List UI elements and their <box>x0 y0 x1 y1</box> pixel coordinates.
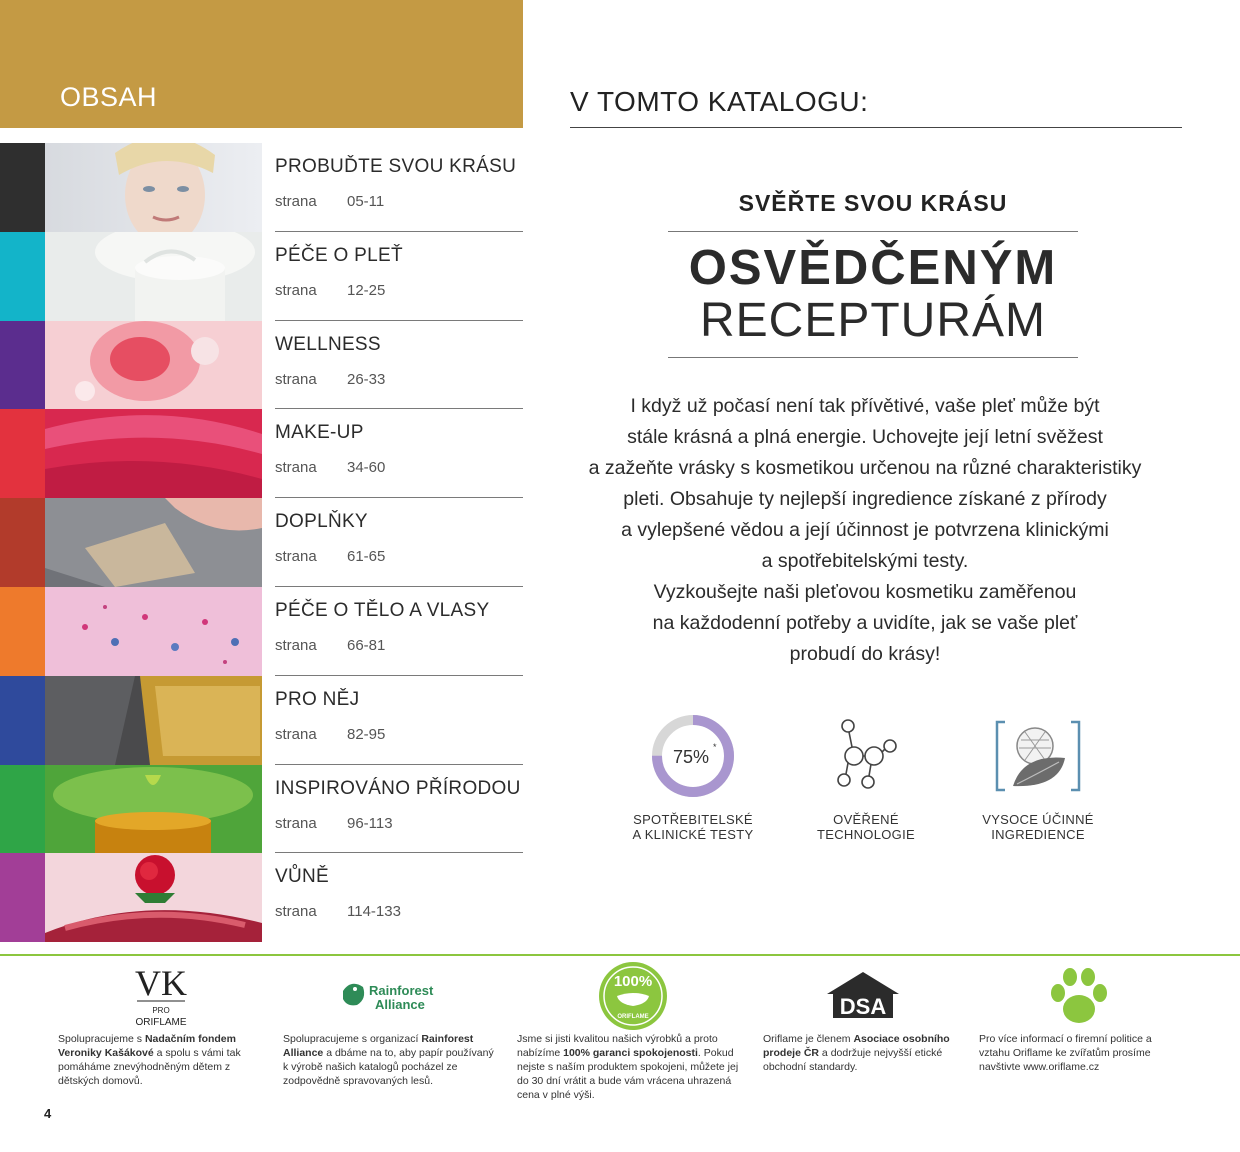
feature-label-line: SPOTŘEBITELSKÉ <box>633 812 753 827</box>
toc-page-range: 96-113 <box>347 814 393 832</box>
toc-item-make-up[interactable] <box>0 409 523 498</box>
toc-strana-label: strana <box>275 636 317 654</box>
toc-strana-label: strana <box>275 814 317 832</box>
badge-percent: 100% <box>613 973 653 990</box>
text-part: Pro více informací o firemní politice a vztahu Oriflame ke zvířatům prosíme navštivte www.oriflame.cz <box>979 1033 1152 1073</box>
footer-divider <box>0 954 1240 956</box>
toc-item-title: PÉČE O PLEŤ <box>275 244 403 266</box>
partner-description <box>58 1032 263 1088</box>
obsah-header-banner <box>0 0 523 128</box>
text-part-bold: Rainforest Alliance <box>283 1033 474 1059</box>
section-thumbnail-accessories <box>45 498 262 587</box>
section-thumbnail-wellness <box>45 321 262 410</box>
headline-divider-top <box>668 231 1078 232</box>
section-color-stripe <box>0 676 45 765</box>
badge-brand: ORIFLAME <box>617 1014 649 1020</box>
partner-satisfaction-guarantee <box>517 960 749 1102</box>
toc-item-probudte[interactable] <box>0 143 523 232</box>
toc-strana-label: strana <box>275 193 317 210</box>
toc-strana-label: strana <box>275 459 317 477</box>
text-part: a dbáme na to, aby papír používaný k výrobě našich katalogů pocházel ze zodpovědně spravovaných lesů. <box>283 1047 494 1087</box>
toc-page-range: 82-95 <box>347 725 386 743</box>
feature-ingredients <box>963 712 1113 842</box>
toc-item-wellness[interactable] <box>0 321 523 410</box>
feature-label-line: A KLINICKÉ TESTY <box>632 827 754 842</box>
text-part: Jsme si jisti kvalitou našich výrobků a proto nabízíme <box>517 1033 718 1059</box>
donut-percent-label: 75% <box>672 747 710 767</box>
toc-page-range: 66-81 <box>347 636 386 654</box>
guarantee-badge-icon <box>517 960 749 1032</box>
toc-item-vune[interactable] <box>0 853 523 942</box>
section-color-stripe <box>0 321 45 410</box>
feature-label-line: TECHNOLOGIE <box>817 827 915 842</box>
feature-label-line: INGREDIENCE <box>991 827 1085 842</box>
paragraph-line: stále krásná a plná energie. Uchovejte její letní svěžest <box>627 426 1103 448</box>
paragraph-line: I když už počasí není tak přívětivé, vaše pleť může být <box>630 395 1100 417</box>
partner-rainforest-alliance <box>283 960 501 1088</box>
toc-page-range: 34-60 <box>347 459 386 477</box>
page-number: 4 <box>44 1106 52 1121</box>
toc-item-title: DOPLŇKY <box>275 511 368 533</box>
toc-strana-label: strana <box>275 725 317 743</box>
partner-animal-policy <box>979 960 1179 1074</box>
partner-vk-foundation <box>58 960 263 1088</box>
section-thumbnail-body <box>45 587 262 676</box>
toc-strana-label: strana <box>275 281 317 299</box>
section-thumbnail-nature <box>45 765 262 854</box>
text-part-bold: Nadačním fondem Veroniky Kašákové <box>58 1033 236 1059</box>
toc-strana-label: strana <box>275 370 317 388</box>
paragraph-line: a zažeňte vrásky s kosmetikou určenou na různé charakteristiky <box>588 457 1142 479</box>
intro-paragraph <box>548 391 1182 670</box>
toc-item-title: PRO NĚJ <box>275 688 360 710</box>
feature-label <box>963 812 1113 842</box>
partner-dsa <box>763 960 963 1074</box>
toc-item-title: PROBUĎTE SVOU KRÁSU <box>275 156 517 177</box>
section-color-stripe <box>0 587 45 676</box>
feature-consumer-tests <box>618 712 768 842</box>
donut-footnote-mark: * <box>713 742 717 752</box>
toc-item-doplnky[interactable] <box>0 498 523 587</box>
vk-oriflame-logo <box>58 960 263 1032</box>
dsa-logo <box>763 960 963 1032</box>
toc-item-title: PÉČE O TĚLO A VLASY <box>275 599 490 621</box>
partner-description <box>979 1032 1179 1074</box>
headline-divider-bottom <box>668 357 1078 358</box>
vk-logo-pro: PRO <box>151 1006 170 1015</box>
feature-technologies <box>791 712 941 842</box>
paragraph-line: na každodenní potřeby a uvidíte, jak se vaše pleť <box>652 612 1078 634</box>
section-thumbnail-fragrance <box>45 853 262 942</box>
text-part-bold: 100% garanci spokojenosti <box>563 1047 698 1059</box>
rainforest-alliance-logo <box>283 960 501 1032</box>
paragraph-line: a spotřebitelskými testy. <box>761 550 969 572</box>
section-thumbnail-makeup <box>45 409 262 498</box>
donut-chart-icon <box>618 712 768 800</box>
toc-item-inspirovano-prirodou[interactable] <box>0 765 523 854</box>
rainforest-logo-line1: Rainforest <box>369 983 434 998</box>
paragraph-line: Vyzkoušejte naši pleťovou kosmetiku zaměřenou <box>653 581 1077 603</box>
toc-page-range: 61-65 <box>347 548 386 566</box>
feature-label-line: OVĚŘENÉ <box>833 812 899 827</box>
paragraph-line: pleti. Obsahuje ty nejlepší ingredience získané z přírody <box>623 488 1107 510</box>
text-part-bold: Asociace osobního prodeje ČR <box>763 1033 950 1059</box>
toc-item-pece-o-telo[interactable] <box>0 587 523 676</box>
toc-item-pro-nej[interactable] <box>0 676 523 765</box>
obsah-title: OBSAH <box>60 82 158 112</box>
toc-page-range: 26-33 <box>347 370 386 388</box>
text-part: Oriflame je členem <box>763 1033 854 1045</box>
paragraph-line: probudí do krásy! <box>789 643 941 665</box>
section-color-stripe <box>0 409 45 498</box>
toc-item-title: VŮNĚ <box>275 866 329 888</box>
toc-item-pece-o-plet[interactable] <box>0 232 523 321</box>
leaf-sphere-icon <box>963 712 1113 800</box>
vk-logo-letters: VK <box>134 963 187 1003</box>
paragraph-line: a vylepšené vědou a její účinnost je potvrzena klinickými <box>621 519 1109 541</box>
section-thumbnail-cream <box>45 232 262 321</box>
molecule-icon <box>791 712 941 800</box>
partner-description <box>283 1032 501 1088</box>
table-of-contents <box>0 143 523 942</box>
paw-print-icon <box>979 960 1179 1032</box>
section-thumbnail-men-perfume <box>45 676 262 765</box>
section-color-stripe <box>0 765 45 854</box>
toc-strana-label: strana <box>275 548 317 566</box>
headline-bold: OSVĚDČENÝM <box>688 241 1058 295</box>
feature-label <box>618 812 768 842</box>
partner-description <box>763 1032 963 1074</box>
rainforest-logo-line2: Alliance <box>375 997 425 1012</box>
headline-light: RECEPTURÁM <box>699 294 1047 347</box>
toc-strana-label: strana <box>275 903 317 921</box>
text-part: . Pokud nejste s naším produktem spokojeni, můžete jej do 30 dní vrátit a bude vám vrácena uhrazená cena v plné výši. <box>517 1047 739 1101</box>
toc-item-title: WELLNESS <box>275 333 381 355</box>
section-color-stripe <box>0 232 45 321</box>
section-color-stripe <box>0 853 45 942</box>
toc-page-range: 114-133 <box>347 903 401 921</box>
feature-label <box>791 812 941 842</box>
toc-item-title: INSPIROVÁNO PŘÍRODOU <box>275 777 521 799</box>
section-color-stripe <box>0 498 45 587</box>
toc-page-range: 05-11 <box>347 193 385 210</box>
toc-item-title: MAKE-UP <box>275 422 364 444</box>
toc-page-range: 12-25 <box>347 281 386 299</box>
title-underline <box>570 127 1182 128</box>
text-part: Spolupracujeme s <box>58 1033 145 1045</box>
catalog-section-title: V TOMTO KATALOGU: <box>570 86 869 117</box>
text-part: a spolu s vámi tak pomáháme znevýhodněným dětem z dětských domovů. <box>58 1047 241 1087</box>
dsa-logo-text: DSA <box>839 994 887 1019</box>
partner-description <box>517 1032 749 1102</box>
text-part: a dodržuje nejvyšší etické obchodní standardy. <box>763 1047 943 1073</box>
vk-logo-brand: ORIFLAME <box>134 1017 187 1028</box>
text-part: Spolupracujeme s organizací <box>283 1033 422 1045</box>
section-color-stripe <box>0 143 45 232</box>
feature-label-line: VYSOCE ÚČINNÉ <box>982 812 1094 827</box>
headline-small: SVĚŘTE SVOU KRÁSU <box>738 190 1008 216</box>
section-thumbnail-face <box>45 143 262 232</box>
